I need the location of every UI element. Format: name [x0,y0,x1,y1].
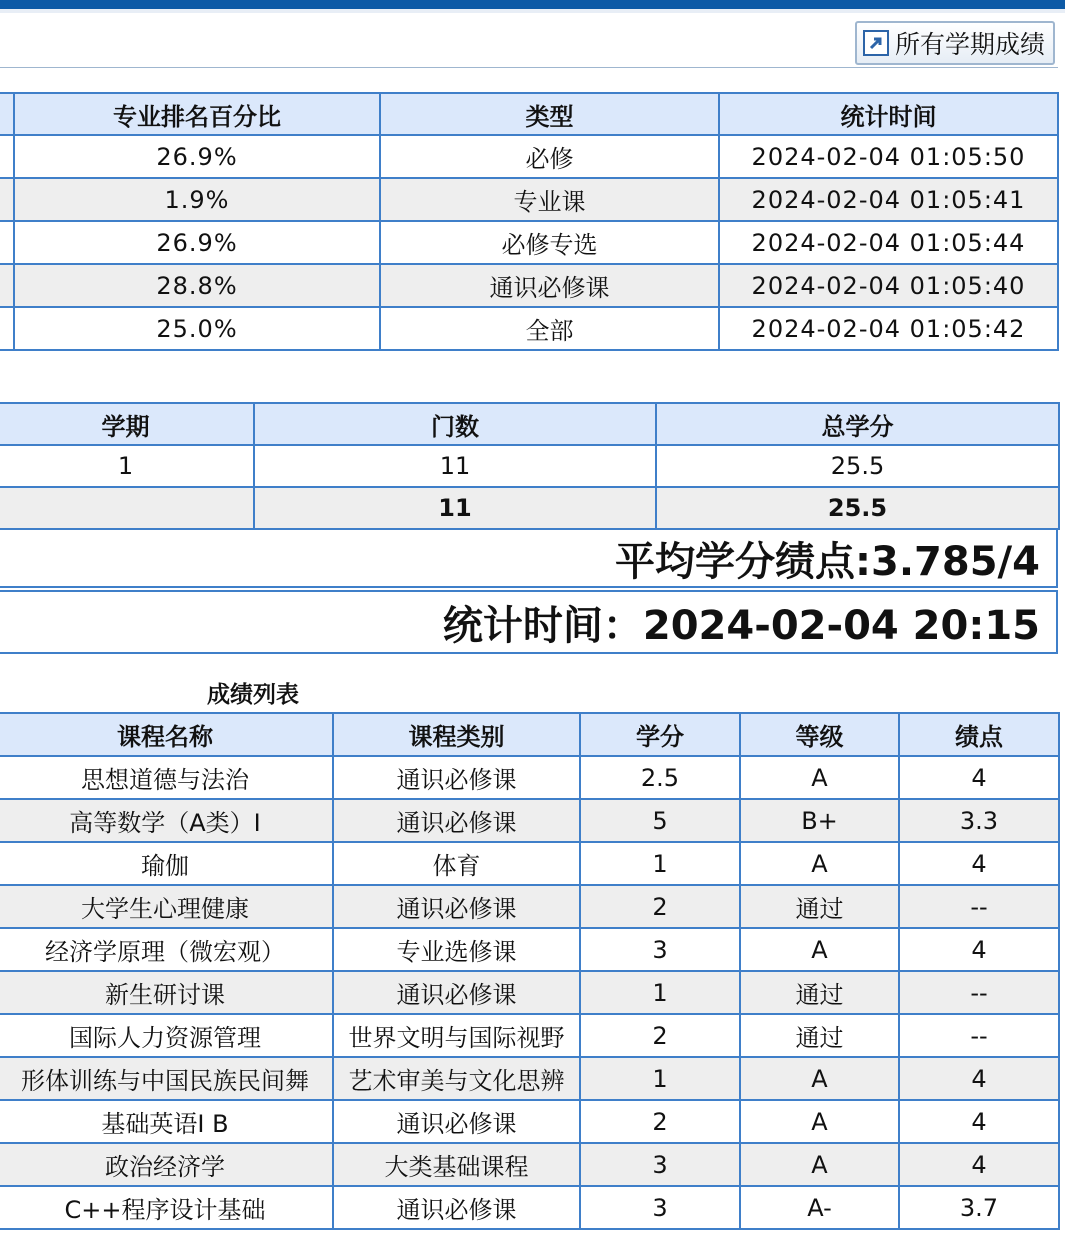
all-terms-grades-label: 所有学期成绩 [895,30,1046,59]
course-credits: 5 [580,799,740,842]
col-header: 课程类别 [333,713,580,756]
table-row [0,971,1059,1014]
table-row [0,799,1059,842]
rank-type: 全部 [380,307,719,350]
total-course-count: 11 [254,487,656,529]
col-header: 绩点 [899,713,1059,756]
course-credits: 2 [580,885,740,928]
col-header: 学分 [580,713,740,756]
external-link-icon [863,30,889,56]
stat-time-summary [0,590,1058,654]
col-header: 总学分 [656,403,1059,445]
rank-time: 2024-02-04 01:05:40 [719,264,1058,307]
col-header: 学期 [0,403,254,445]
gpa-summary [0,528,1058,588]
rank-percent: 1.9% [14,178,380,221]
table-row [0,885,1059,928]
rank-time: 2024-02-04 01:05:50 [719,135,1058,178]
course-credits: 1 [580,842,740,885]
total-label [0,487,254,529]
table-row [0,1100,1059,1143]
course-grade: B+ [740,799,899,842]
col-header: 等级 [740,713,899,756]
rank-percent: 26.9% [14,135,380,178]
course-credits: 2 [580,1014,740,1057]
course-credits: 3 [580,928,740,971]
table-header-row [0,93,1058,135]
course-gpa: 4 [899,756,1059,799]
course-gpa: 4 [899,1100,1059,1143]
course-category: 艺术审美与文化思辨 [333,1057,580,1100]
table-row [0,928,1059,971]
course-gpa: -- [899,1014,1059,1057]
course-credits: 2 [580,1100,740,1143]
course-name: 高等数学（A类）I [0,799,333,842]
course-category: 通识必修课 [333,1100,580,1143]
course-category: 通识必修课 [333,799,580,842]
rank-percent: 28.8% [14,264,380,307]
top-divider [0,9,1065,13]
course-credits: 3 [580,1143,740,1186]
rank-type: 必修专选 [380,221,719,264]
rank-type: 通识必修课 [380,264,719,307]
col-header: 专业排名百分比 [14,93,380,135]
total-row [0,487,1059,529]
course-grade: A [740,928,899,971]
stat-time-value: 统计时间：2024-02-04 20:15 [442,602,1040,649]
course-grade: A [740,1143,899,1186]
course-category: 通识必修课 [333,1186,580,1229]
course-count: 11 [254,445,656,487]
course-credits: 1 [580,1057,740,1100]
course-grade: A [740,1057,899,1100]
course-name: 大学生心理健康 [0,885,333,928]
gpa-value: 平均学分绩点:3.785/4 [615,538,1040,585]
grades-table [0,712,1060,1230]
top-accent-bar [0,0,1065,9]
course-category: 体育 [333,842,580,885]
course-gpa: 4 [899,1057,1059,1100]
rank-time: 2024-02-04 01:05:41 [719,178,1058,221]
term-credits-table [0,402,1060,530]
grades-caption: 成绩列表 [207,682,299,708]
col-header: 课程名称 [0,713,333,756]
course-grade: A [740,1100,899,1143]
rank-type: 必修 [380,135,719,178]
course-category: 专业选修课 [333,928,580,971]
rank-percent: 26.9% [14,221,380,264]
course-category: 通识必修课 [333,885,580,928]
table-row [0,1014,1059,1057]
course-grade: A [740,756,899,799]
course-name: 思想道德与法治 [0,756,333,799]
course-gpa: 4 [899,1143,1059,1186]
course-category: 通识必修课 [333,971,580,1014]
major-rank-table [0,92,1059,351]
course-gpa: 3.7 [899,1186,1059,1229]
course-gpa: -- [899,971,1059,1014]
table-row [0,756,1059,799]
rank-time: 2024-02-04 01:05:44 [719,221,1058,264]
rank-time: 2024-02-04 01:05:42 [719,307,1058,350]
course-grade: 通过 [740,971,899,1014]
rank-type: 专业课 [380,178,719,221]
all-terms-grades-button[interactable] [855,21,1055,65]
course-grade: 通过 [740,1014,899,1057]
course-name: 政治经济学 [0,1143,333,1186]
total-credits-sum: 25.5 [656,487,1059,529]
term-number: 1 [0,445,254,487]
table-row [0,842,1059,885]
course-name: 形体训练与中国民族民间舞 [0,1057,333,1100]
course-name: 基础英语I B [0,1100,333,1143]
course-grade: A- [740,1186,899,1229]
course-name: 国际人力资源管理 [0,1014,333,1057]
col-header: 类型 [380,93,719,135]
table-row [0,264,1058,307]
course-name: 经济学原理（微宏观） [0,928,333,971]
course-gpa: 4 [899,928,1059,971]
table-row [0,1143,1059,1186]
course-gpa: 4 [899,842,1059,885]
course-category: 通识必修课 [333,756,580,799]
table-row [0,445,1059,487]
table-row [0,221,1058,264]
section-divider [0,67,1058,68]
course-credits: 1 [580,971,740,1014]
table-row [0,178,1058,221]
course-credits: 2.5 [580,756,740,799]
table-row [0,1186,1059,1229]
table-row [0,135,1058,178]
course-name: 新生研讨课 [0,971,333,1014]
table-header-row [0,713,1059,756]
course-grade: 通过 [740,885,899,928]
col-header: 门数 [254,403,656,445]
course-name: C++程序设计基础 [0,1186,333,1229]
course-gpa: 3.3 [899,799,1059,842]
rank-percent: 25.0% [14,307,380,350]
course-category: 大类基础课程 [333,1143,580,1186]
table-row [0,1057,1059,1100]
table-header-row [0,403,1059,445]
total-credits: 25.5 [656,445,1059,487]
table-row [0,307,1058,350]
course-grade: A [740,842,899,885]
course-category: 世界文明与国际视野 [333,1014,580,1057]
course-credits: 3 [580,1186,740,1229]
course-gpa: -- [899,885,1059,928]
course-name: 瑜伽 [0,842,333,885]
col-header: 统计时间 [719,93,1058,135]
